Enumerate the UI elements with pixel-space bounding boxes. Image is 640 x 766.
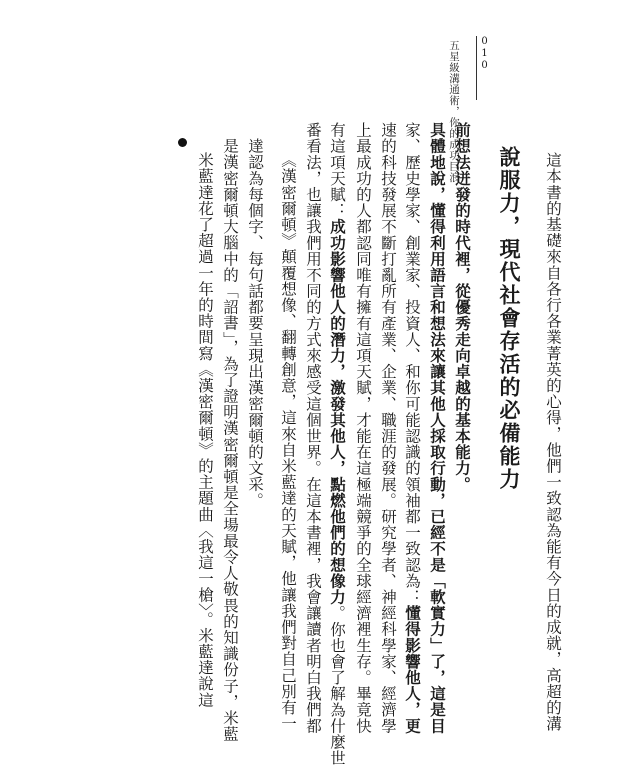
paragraph-line-4: 上最成功的人都認同唯有擁有這項天賦，才能在這極端競爭的全球經濟裡生存。畢竟快 [354, 122, 372, 734]
paragraph-line-7: 具體地說，懂得利用語言和想法來讓其他人採取行動，已經不是「軟實力」了，這是目 [428, 122, 447, 734]
page-number: 010 [479, 36, 490, 72]
paragraph-line-1: 《漢密爾頓》顛覆想像、翻轉創意，這來自米藍達的天賦，他讓我們對自己別有一 [279, 152, 297, 732]
paragraph-line-3-head: 有這項天賦： [328, 122, 346, 219]
section-line-1: 這本書的基礎來自各行各業菁英的心得，他們一致認為能有今日的成就，高超的溝 [544, 152, 562, 732]
paragraph-line-6-bold: 懂得影響他人，更 [403, 605, 422, 734]
paragraph-line-6-head: 家、歷史學家、創業家、投資人、和你可能認識的領袖都一致認為： [403, 122, 421, 605]
bullet-icon [178, 138, 187, 147]
paragraph-line-6 [404, 122, 421, 734]
bullet-line-1: 米藍達花了超過一年的時間寫《漢密爾頓》的主題曲〈我這一槍〉。米藍達說這 [196, 152, 214, 708]
bullet-line-3: 達認為每個字、每句話都要呈現出漢密爾頓的文采。 [246, 138, 264, 509]
paragraph-line-3 [329, 122, 346, 766]
section-heading: 說服力，現代社會存活的必備能力 [497, 146, 522, 491]
bullet-line-2: 是漢密爾頓大腦中的「詔書」，為了證明漢密爾頓是全場最令人敬畏的知識份子，米藍 [221, 138, 239, 743]
paragraph-line-2: 番看法，也讓我們用不同的方式來感受這個世界。在這本書裡，我會讓讀者明白我們都 [304, 122, 322, 734]
paragraph-line-3-tail: 。你也會了解為什麼世 [328, 605, 346, 766]
running-title: 五星級溝通術，你的成功巨浪 [448, 40, 460, 183]
paragraph-line-5: 速的科技發展不斷打亂所有產業、企業、職涯的發展。研究學者、神經科學家、經濟學 [379, 122, 397, 734]
paragraph-line-8: 前想法迸發的時代裡，從優秀走向卓越的基本能力。 [453, 122, 472, 493]
header-rule [476, 36, 477, 100]
paragraph-line-3-bold: 成功影響他人的潛力，激發其他人，點燃他們的想像力 [328, 218, 347, 606]
